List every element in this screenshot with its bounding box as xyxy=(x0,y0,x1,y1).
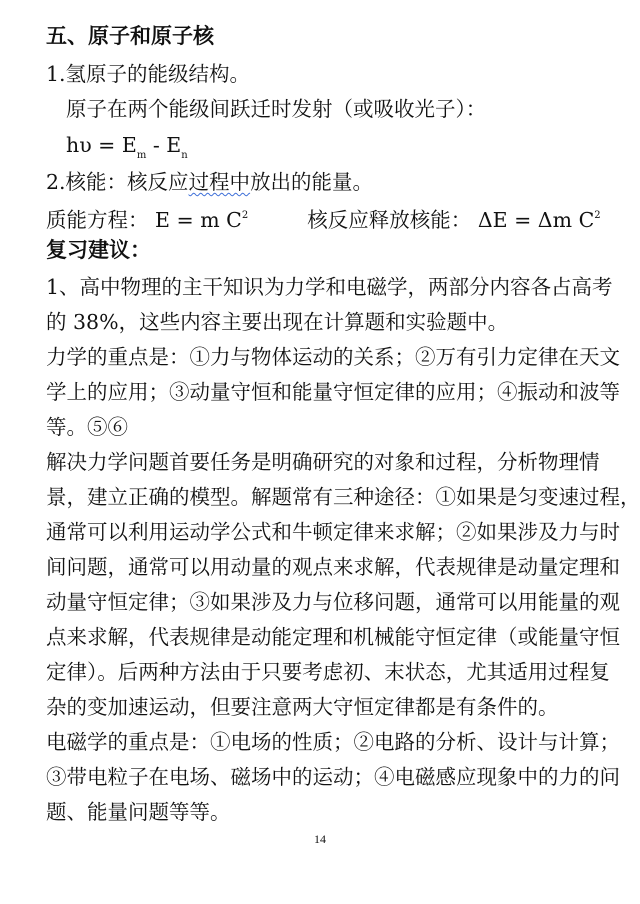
paragraph-line: 的 38%，这些内容主要出现在计算题和实验题中。 xyxy=(46,310,509,334)
paragraph-line: 电磁学的重点是：①电场的性质；②电路的分析、设计与计算； xyxy=(46,730,620,754)
paragraph-line: 定律）。后两种方法由于只要考虑初、末状态，尤其适用过程复 xyxy=(46,660,610,684)
page-number: 14 xyxy=(314,832,326,846)
paragraph-line: 景，建立正确的模型。解题常有三种途径：①如果是匀变速过程， xyxy=(46,485,640,509)
paragraph-line: 1、高中物理的主干知识为力学和电磁学，两部分内容各占高考 xyxy=(46,275,613,299)
item1-description: 原子在两个能级间跃迁时发射（或吸收光子）： xyxy=(66,97,487,121)
paragraph-line: ③带电粒子在电场、磁场中的运动；④电磁感应现象中的力的问 xyxy=(46,765,620,789)
paragraph-line: 学上的应用；③动量守恒和能量守恒定律的应用；④振动和波等 xyxy=(46,380,620,404)
paragraph-line: 通常可以利用运动学公式和牛顿定律来求解；②如果涉及力与时 xyxy=(46,520,620,544)
formula-mid: - E xyxy=(152,133,182,157)
item2-text-after: 放出的能量。 xyxy=(250,170,374,194)
nuclear-release-equation: ΔE = Δm C xyxy=(477,208,595,232)
item2-nuclear-energy xyxy=(46,170,373,194)
paragraph-line: 杂的变加速运动，但要注意两大守恒定律都是有条件的。 xyxy=(46,695,559,719)
mass-energy-superscript: 2 xyxy=(241,210,249,221)
review-heading: 复习建议： xyxy=(46,238,151,262)
paragraph-line: 题、能量问题等等。 xyxy=(46,800,231,824)
mass-energy-label: 质能方程： xyxy=(46,208,149,232)
formula-subscript-m: m xyxy=(136,150,147,161)
item1-title: 1.氢原子的能级结构。 xyxy=(46,62,251,86)
energy-level-formula xyxy=(66,133,188,168)
mass-energy-equation: E = m C xyxy=(155,208,242,232)
paragraph-line: 动量守恒定律；③如果涉及力与位移问题，通常可以用能量的观 xyxy=(46,590,620,614)
nuclear-release-superscript: 2 xyxy=(594,210,601,221)
formula-subscript-n: n xyxy=(181,150,188,161)
formula-lhs: hυ = E xyxy=(66,133,137,157)
item2-wavy-underlined-text: 过程中 xyxy=(188,170,251,194)
paragraph-line: 间问题，通常可以用动量的观点来求解，代表规律是动量定理和 xyxy=(46,555,620,579)
paragraph-line: 等。⑤⑥ xyxy=(46,415,128,439)
mass-energy-line xyxy=(46,204,601,232)
paragraph-line: 解决力学问题首要任务是明确研究的对象和过程，分析物理情 xyxy=(46,450,600,474)
paragraph-line: 力学的重点是：①力与物体运动的关系；②万有引力定律在天文 xyxy=(46,345,620,369)
section-heading: 五、原子和原子核 xyxy=(46,24,214,48)
nuclear-release-label: 核反应释放核能： xyxy=(307,208,472,232)
item2-text-before: 2.核能：核反应 xyxy=(46,170,189,194)
paragraph-line: 点来求解，代表规律是动能定理和机械能守恒定律（或能量守恒 xyxy=(46,625,620,649)
